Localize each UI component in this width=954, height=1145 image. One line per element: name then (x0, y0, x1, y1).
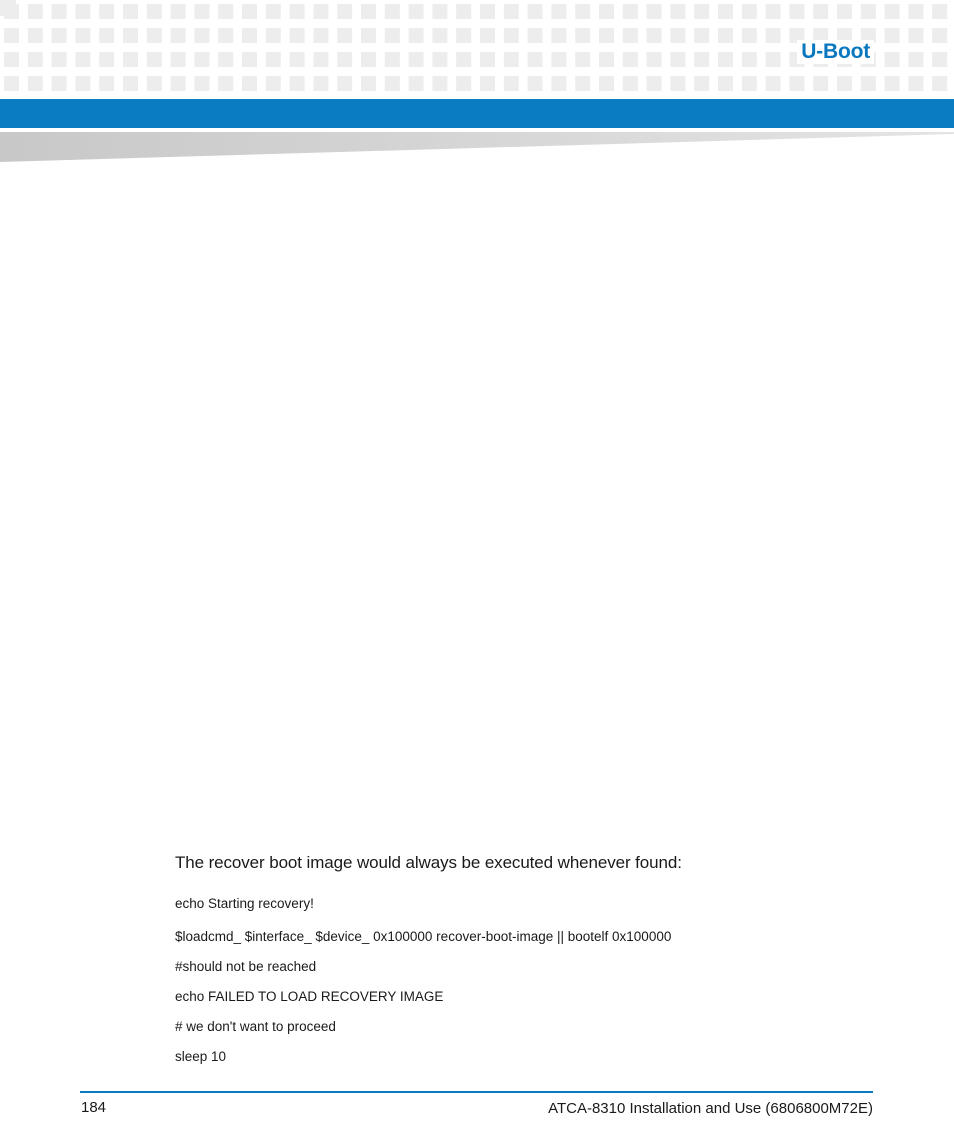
footer-rule (80, 1091, 873, 1093)
code-line: $loadcmd_ $interface_ $device_ 0x100000 recover-boot-image || bootelf 0x100000 (175, 929, 672, 944)
header-blue-band (0, 99, 954, 128)
section-title: U-Boot (797, 40, 874, 64)
document-title: ATCA-8310 Installation and Use (6806800M72E) (548, 1100, 873, 1117)
code-line: # we don't want to proceed (175, 1019, 336, 1034)
intro-paragraph: The recover boot image would always be executed whenever found: (175, 853, 682, 872)
code-line: #should not be reached (175, 959, 317, 974)
page-number: 184 (81, 1099, 107, 1116)
code-line: echo FAILED TO LOAD RECOVERY IMAGE (175, 989, 444, 1004)
header-grey-wedge (0, 132, 954, 162)
code-line: echo Starting recovery! (175, 896, 314, 911)
code-line: sleep 10 (175, 1049, 227, 1064)
